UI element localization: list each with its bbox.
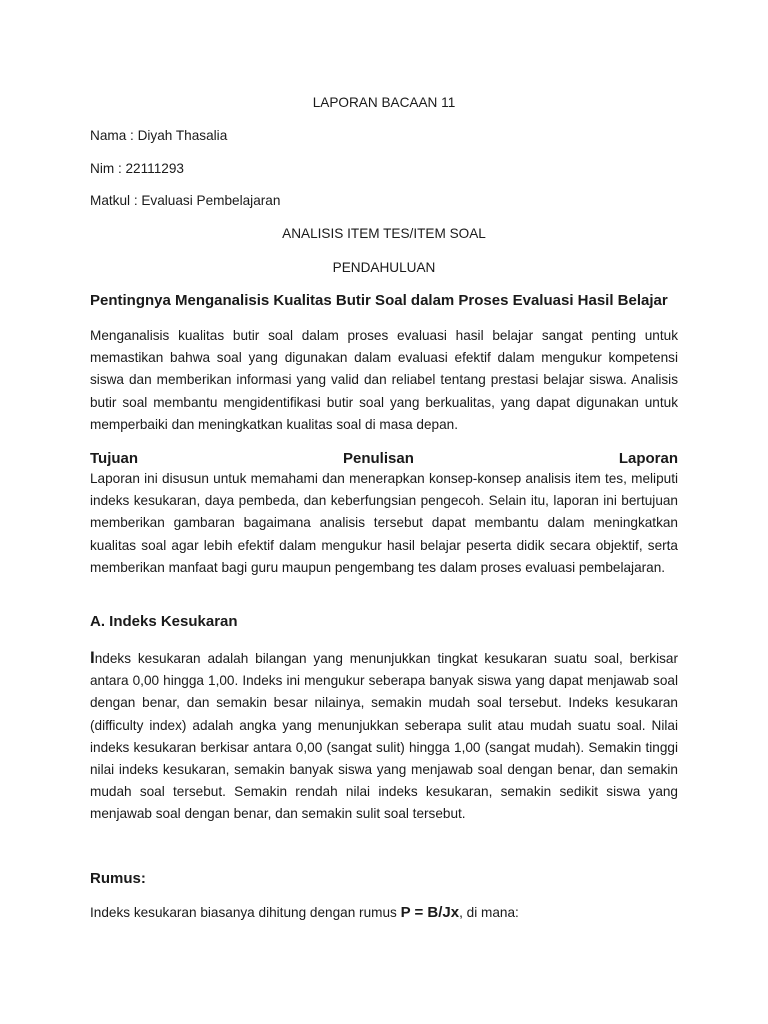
report-title: LAPORAN BACAAN 11 (312, 95, 456, 110)
student-id: Nim : 22111293 (90, 161, 184, 176)
heading-tujuan-word-3: Laporan (618, 450, 678, 467)
section-introduction: PENDAHULUAN (332, 260, 436, 275)
paragraph-importance: Menganalisis kualitas butir soal dalam proses evaluasi hasil belajar sangat penting untuk memastikan bahwa soal yang digunakan dalam evaluasi efektif dalam mengukur kompetensi siswa dan memberikan informasi yang valid dan reliabel tentang prestasi belajar siswa. Analisis butir soal membantu mengidentifikasi butir soal yang berkualitas, yang dapat digunakan untuk memperbaiki dan meningkatkan kualitas soal di masa depan. (90, 328, 678, 432)
document-subtitle: ANALISIS ITEM TES/ITEM SOAL (282, 226, 486, 241)
main-heading: Pentingnya Menganalisis Kualitas Butir Soal dalam Proses Evaluasi Hasil Belajar (90, 292, 668, 309)
formula-expression: P = B/Jx (400, 904, 460, 921)
formula-suffix: , di mana: (459, 905, 519, 920)
formula-line (90, 905, 519, 921)
heading-tujuan-word-2: Penulisan (343, 450, 414, 467)
course-name: Matkul : Evaluasi Pembelajaran (90, 193, 281, 208)
formula-prefix: Indeks kesukaran biasanya dihitung dengan rumus (90, 905, 401, 920)
author-name: Nama : Diyah Thasalia (90, 128, 228, 143)
paragraph-purpose: Laporan ini disusun untuk memahami dan menerapkan konsep-konsep analisis item tes, meliputi indeks kesukaran, daya pembeda, dan keberfungsian pengecoh. Selain itu, laporan ini bertujuan memberikan gambaran bagaimana analisis tersebut dapat membantu dalam meningkatkan kualitas soal agar lebih efektif dalam mengukur hasil belajar peserta didik secara objektif, serta memberikan manfaat bagi guru maupun pengembang tes dalam proses evaluasi pembelajaran. (90, 471, 678, 575)
paragraph-indeks-kesukaran (90, 647, 678, 826)
paragraph-indeks-kesukaran-text: ndeks kesukaran adalah bilangan yang menunjukkan tingkat kesukaran suatu soal, berkisar antara 0,00 hingga 1,00. Indeks ini mengukur seberapa banyak siswa yang dapat menjawab soal dengan benar, dan semakin besar nilainya, semakin mudah soal tersebut. Indeks kesukaran (difficulty index) adalah angka yang menunjukkan seberapa sulit atau mudah suatu soal. Nilai indeks kesukaran berkisar antara 0,00 (sangat sulit) hingga 1,00 (sangat mudah). Semakin tinggi nilai indeks kesukaran, semakin banyak siswa yang menjawab soal dengan benar, dan semakin mudah soal tersebut. Semakin rendah nilai indeks kesukaran, semakin sedikit siswa yang menjawab soal dengan benar, dan semakin sulit soal tersebut. (90, 651, 678, 822)
heading-tujuan-word-1: Tujuan (90, 450, 139, 467)
heading-tujuan (90, 450, 678, 468)
heading-indeks-kesukaran: A. Indeks Kesukaran (90, 613, 238, 630)
heading-rumus: Rumus: (90, 870, 146, 887)
dropcap-letter: I (90, 648, 95, 667)
